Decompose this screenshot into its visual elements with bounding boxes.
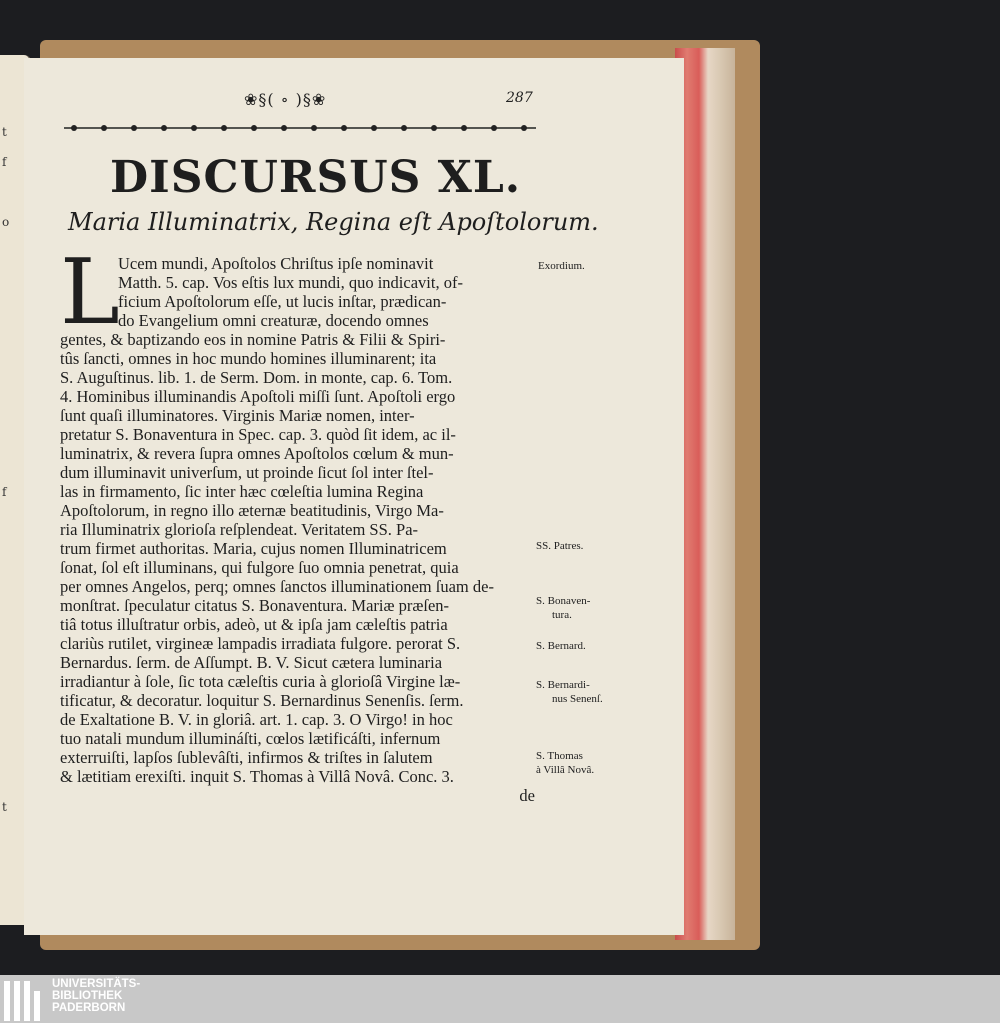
text-line: clariùs rutilet, virgineæ lampadis irradiata fulgore. perorat S.	[60, 634, 461, 653]
text-line: exterruiſti, lapſos ſublevâſti, infirmos & triſtes in ſalutem	[60, 748, 433, 767]
left-page-fragment: f	[2, 485, 7, 499]
margin-note: à Villâ Novâ.	[536, 764, 595, 776]
text-line: per omnes Angelos, perq; omnes ſanctos illuminationem ſuam de-	[60, 577, 494, 596]
margin-note: SS. Patres.	[536, 540, 584, 552]
library-name-line: BIBLIOTHEK	[52, 990, 123, 1002]
text-line: S. Auguſtinus. lib. 1. de Serm. Dom. in monte, cap. 6. Tom.	[60, 368, 453, 387]
text-line: irradiantur à ſole, ſic tota cæleſtis curia à glorioſâ Virgine læ-	[60, 672, 461, 691]
library-footer	[0, 975, 1000, 1023]
text-line: trum firmet authoritas. Maria, cujus nomen Illuminatricem	[60, 539, 447, 558]
text-line: ria Illuminatrix glorioſa reſplendeat. Veritatem SS. Pa-	[60, 520, 419, 539]
left-page-fragment: t	[2, 800, 7, 814]
text-line: monſtrat. ſpeculatur citatus S. Bonaventura. Mariæ præſen-	[60, 596, 450, 615]
text-line: ſonat, ſol eſt illuminans, qui fulgore ſuo omnia penetrat, quia	[60, 558, 459, 577]
text-line: tûs ſancti, omnes in hoc mundo homines illuminarent; ita	[60, 349, 437, 368]
text-line: tuo natali mundum illumináſti, cœlos lætificáſti, infernum	[60, 729, 441, 748]
margin-note: S. Bernard.	[536, 640, 586, 652]
text-line: pretatur S. Bonaventura in Spec. cap. 3. quòd ſit idem, ac il-	[60, 425, 456, 444]
text-line: do Evangelium omni creaturæ, docendo omnes	[118, 311, 429, 330]
text-line: Bernardus. ſerm. de Aſſumpt. B. V. Sicut cætera luminaria	[60, 653, 443, 672]
library-name-line: PADERBORN	[52, 1002, 126, 1014]
text-line: tificatur, & decoratur. loquitur S. Bernardinus Senenſis. ſerm.	[60, 691, 464, 710]
left-page-fragment: o	[2, 215, 10, 229]
text-line: Apoſtolorum, in regno illo æternæ beatitudinis, Virgo Ma-	[60, 501, 444, 520]
page-title: DISCURSUS XL.	[110, 152, 522, 203]
left-page-fragment: f	[2, 155, 7, 169]
margin-note: S. Bonaven-	[536, 595, 591, 607]
text-line: gentes, & baptizando eos in nomine Patris & Filii & Spiri-	[60, 330, 446, 349]
text-line: ſunt quaſi illuminatores. Virginis Mariæ nomen, inter-	[60, 406, 415, 425]
page-number: 287	[506, 90, 533, 106]
text-line: & lætitiam erexiſti. inquit S. Thomas à Villâ Novâ. Conc. 3.	[60, 767, 454, 786]
library-logo-icon	[4, 981, 46, 1021]
page-edges	[675, 48, 735, 940]
text-line: ficium Apoſtolorum eſſe, ut lucis inſtar, prædican-	[118, 292, 447, 311]
body-text	[60, 254, 535, 805]
text-line: Ucem mundi, Apoſtolos Chriſtus ipſe nominavit	[118, 254, 434, 273]
text-line: tiâ totus illuſtratur orbis, adeò, ut & ipſa jam cæleſtis patria	[60, 615, 448, 634]
margin-note: tura.	[552, 609, 572, 621]
text-line: de Exaltatione B. V. in gloriâ. art. 1. cap. 3. O Virgo! in hoc	[60, 710, 453, 729]
text-line: 4. Hominibus illuminandis Apoſtoli miſſi ſunt. Apoſtoli ergo	[60, 387, 456, 406]
ornamental-rule	[64, 122, 536, 134]
text-line: Matth. 5. cap. Vos eſtis lux mundi, quo indicavit, of-	[118, 273, 463, 292]
margin-note: nus Senenſ.	[552, 693, 603, 705]
left-page-fragment: t	[2, 125, 7, 139]
text-line: dum illuminavit univerſum, ut proinde ſicut ſol inter ſtel-	[60, 463, 434, 482]
text-line: luminatrix, & revera ſupra omnes Apoſtolos cœlum & mun-	[60, 444, 454, 463]
page-subtitle: Maria Illuminatrix, Regina eſt Apoſtolorum.	[68, 208, 599, 236]
margin-note: Exordium.	[538, 260, 585, 272]
drop-cap: L	[60, 240, 120, 345]
catchword: de	[519, 786, 535, 805]
margin-note: S. Thomas	[536, 750, 583, 762]
library-name-line: UNIVERSITÄTS-	[52, 978, 141, 990]
margin-note: S. Bernardi-	[536, 679, 590, 691]
library-name	[52, 978, 140, 1014]
header-ornament: ❀§( ∘ )§❀	[244, 90, 327, 109]
text-line: las in firmamento, ſic inter hæc cœleſtia lumina Regina	[60, 482, 424, 501]
